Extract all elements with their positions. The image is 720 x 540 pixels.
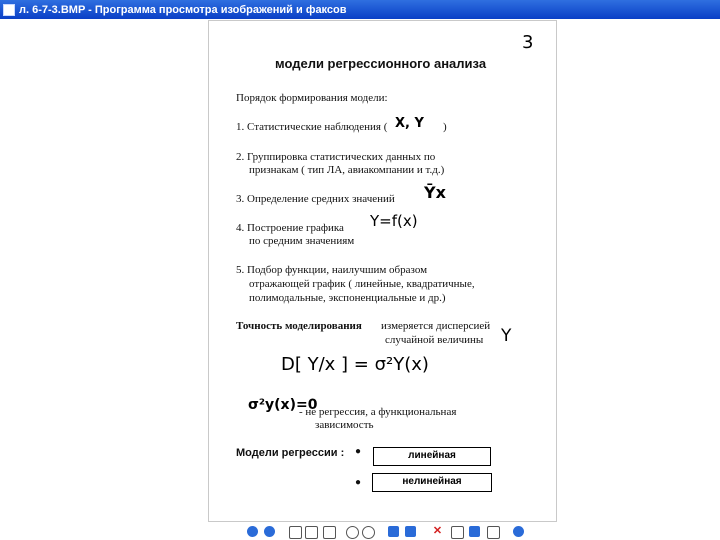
- zero-text-line2: зависимость: [315, 419, 374, 431]
- step-1-label: 1. Статистические наблюдения (: [236, 121, 388, 133]
- actual-size-icon[interactable]: [305, 526, 318, 539]
- step-5-label: 5. Подбор функции, наилучшим образом: [236, 264, 428, 276]
- app-icon: [3, 4, 15, 16]
- delete-icon[interactable]: ✕: [432, 525, 443, 537]
- step-4-label: 4. Построение графика: [236, 222, 344, 234]
- accuracy-line2: случайной величины: [385, 334, 484, 346]
- models-label: Модели регрессии :: [236, 447, 345, 459]
- rotate-clockwise-icon[interactable]: [388, 526, 399, 537]
- viewer-toolbar: [0, 524, 720, 540]
- document-heading: модели регрессионного анализа: [275, 56, 487, 71]
- page-number: 3: [522, 32, 534, 53]
- step-1-handwritten: X, Y: [395, 116, 424, 131]
- order-label: Порядок формирования модели:: [236, 92, 388, 104]
- accuracy-handwritten: Y: [501, 326, 512, 346]
- model-bullet-1: ●: [355, 446, 362, 457]
- previous-image-icon[interactable]: [247, 526, 258, 537]
- step-5-line3: полимодальные, экспоненциальные и др.): [249, 292, 446, 304]
- window-title: л. 6-7-3.BMP - Программа просмотра изображений и факсов: [19, 3, 347, 16]
- model-linear-box: линейная: [373, 447, 491, 466]
- accuracy-bold: Точность моделирования: [236, 320, 362, 332]
- formula-zero: σ²y(x)=0: [248, 397, 318, 413]
- step-3-handwritten: Ȳx: [424, 183, 446, 202]
- window-titlebar[interactable]: [0, 0, 720, 19]
- step-4-line2: по средним значениям: [249, 235, 355, 247]
- zoom-out-icon[interactable]: [362, 526, 375, 539]
- step-3-label: 3. Определение средних значений: [236, 193, 395, 205]
- step-2-label: 2. Группировка статистических данных по: [236, 151, 436, 163]
- zoom-in-icon[interactable]: [346, 526, 359, 539]
- edit-icon[interactable]: [487, 526, 500, 539]
- next-image-icon[interactable]: [264, 526, 275, 537]
- step-2-line2: признакам ( тип ЛА, авиакомпании и т.д.): [249, 164, 445, 176]
- rotate-counterclockwise-icon[interactable]: [405, 526, 416, 537]
- zero-text-line1: - не регрессия, а функциональная: [299, 406, 457, 418]
- best-fit-icon[interactable]: [289, 526, 302, 539]
- slideshow-icon[interactable]: [323, 526, 336, 539]
- document-page: [208, 20, 557, 522]
- model-bullet-2: ●: [355, 477, 362, 488]
- save-icon[interactable]: [469, 526, 480, 537]
- formula-variance: D[ Y/x ] = σ²Y(x): [281, 354, 429, 375]
- accuracy-rest: измеряется дисперсией: [381, 320, 491, 332]
- model-nonlinear-box: нелинейная: [372, 473, 492, 492]
- print-icon[interactable]: [451, 526, 464, 539]
- step-5-line2: отражающей график ( линейные, квадратичные,: [249, 278, 475, 290]
- help-icon[interactable]: [513, 526, 524, 537]
- step-1-suffix: ): [443, 121, 447, 133]
- step-4-handwritten: Y=f(x): [370, 212, 418, 230]
